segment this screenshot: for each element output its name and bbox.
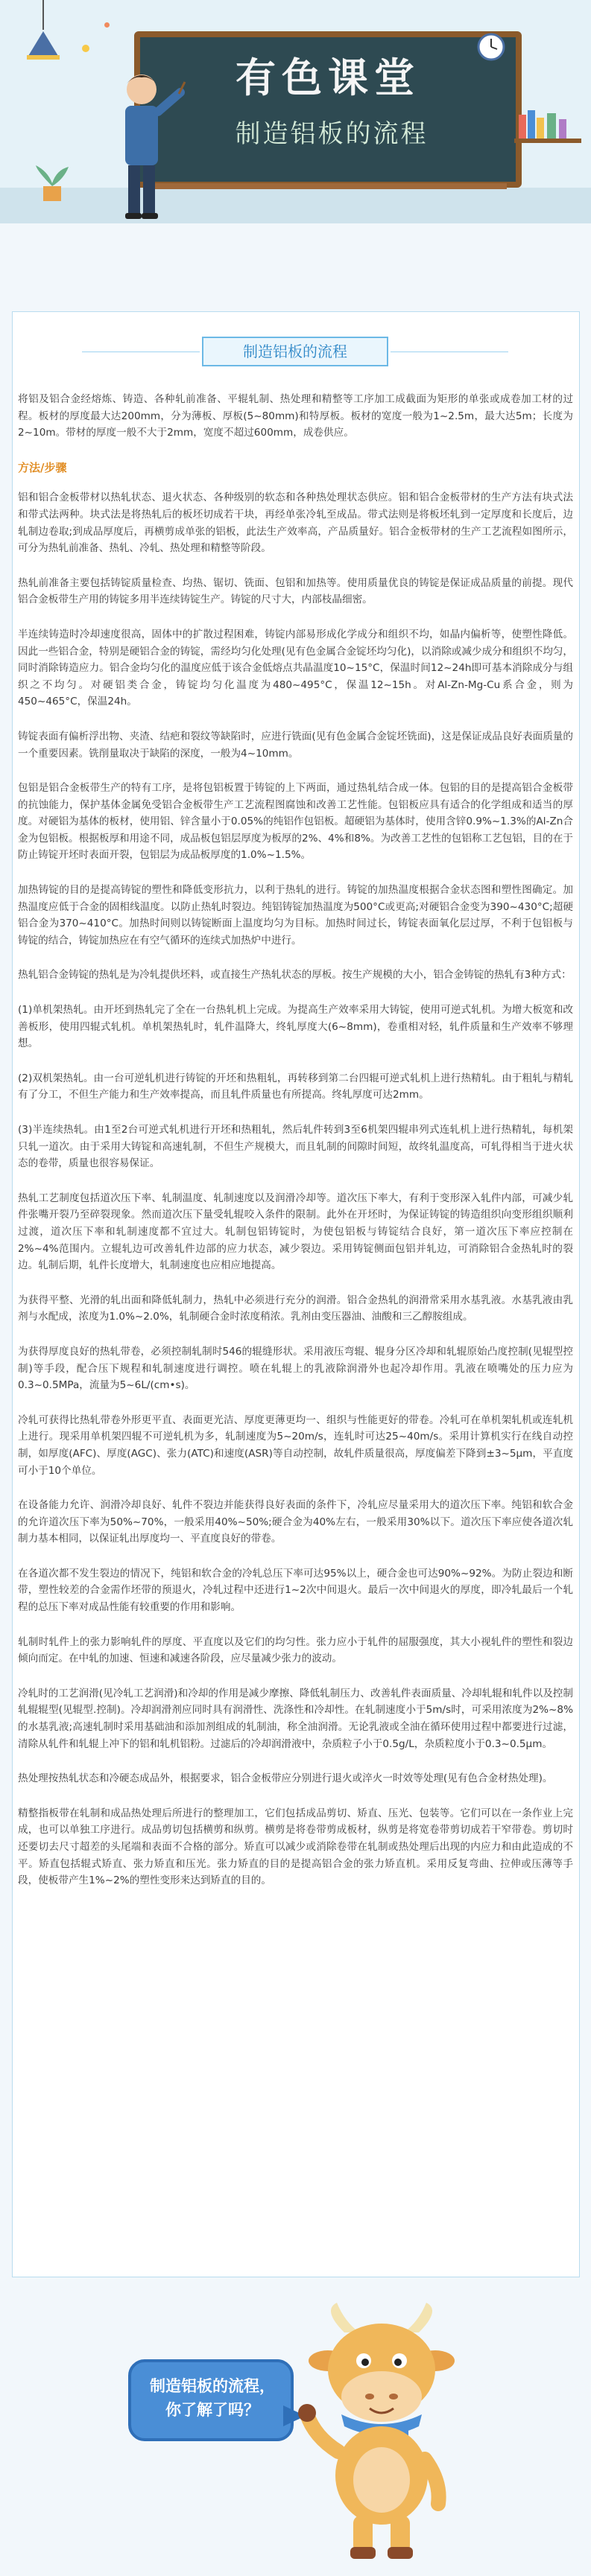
paragraph: 为获得厚度良好的热轧带卷，必须控制轧制时546的辊缝形状。采用液压弯辊、辊身分区冷却和轧辊原始凸度控制(见辊型控制)等手段，配合压下规程和轧制速度进行调控。喷在轧辊上的乳液除润滑外也起冷却作用。乳液在喷嘴处的压力应为0.3~0.5MPa，流量为5~6L/(cm•s)。 [18,1345,573,1392]
paragraph: 铝和铝合金板带材以热轧状态、退火状态、各种级别的软态和各种热处理状态供应。铝和铝合金板带材的生产方法有块式法和带式法两种。块式法是将热轧后的板坯切成若干块，再经单张冷轧至成品。带式法则是将板坯轧到一定厚度和长度后，边轧制边卷取;到成品厚度后，再横剪成单张的铝板，此法生产效率高，产品质量好。铝合金板带材的生产工艺流程如图所示，可分为热轧前准备、热轧、冷轧、热处理和精整等阶段。 [18,492,573,555]
pendant-lamp-icon [21,0,66,74]
decorative-dot [104,22,110,28]
banner-subtitle: 制造铝板的流程 [235,119,429,149]
paragraph: 热轧工艺制度包括道次压下率、轧制温度、轧制速度以及润滑冷却等。道次压下率大，有利于变形深入轧件内部，可减少轧件张嘴开裂乃至碎裂现象。然而道次压下量受轧辊咬入条件的限制。此外在开坯时，为保证铸锭的铸造组织向变形组织顺利过渡，道次压下率和轧制速度都不宜过大。轧制包铝铸锭时，为使包铝板与铸锭结合良好，第一道次压下率应控制在2%~4%范围内。立辊轧边可改善轧件边部的应力状态，减少裂边。采用铸锭侧面包铝并轧边，可消除铝合金热轧时的裂边。轧制后期，轧件长度增大，轧制速度也应相应地提高。 [18,1192,573,1272]
paragraph: 在设备能力允许、润滑冷却良好、轧件不裂边并能获得良好表面的条件下，冷轧应尽量采用大的道次压下率。纯铝和软合金的允许道次压下率为50%~70%，一般采用40%~50%;硬合金为40%左右，一般采用30%以下。道次压下率应使各道次轧制力基本相同，以保证轧出厚度均一、平直度良好的带卷。 [18,1499,573,1545]
paragraph: (2)双机架热轧。由一台可逆轧机进行铸锭的开坯和热粗轧，再转移到第二台四辊可逆式轧机上进行热精轧。由于粗轧与精轧有了分工，不但生产能力和生产效率提高，而且轧件质量也有所提高。终轧厚度可达2mm。 [18,1072,573,1101]
paragraph: 包铝是铝合金板带生产的特有工序，是将包铝板置于铸锭的上下两面，通过热轧结合成一体。包铝的目的是提高铝合金板带的抗蚀能力，保护基体金属免受铝合金板带生产工艺流程图腐蚀和改善工艺性能。包铝板应具有适合的化学组成和适当的厚度。对硬铝为基体的板材，使用铝、锌含量小于0.05%的纯铝作包铝板。超硬铝为基体时，使用含锌0.9%~1.3%的Al-Zn合金为包铝板。根据板厚和用途不同，成品板包铝层厚度为板厚的2%、4%和8%。为改善工艺性的包铝称工艺包铝，目的在于防止铸锭开坯时表面开裂，包铝层为成品板厚度的1.0%~1.5%。 [18,782,573,862]
paragraph: 轧制时轧件上的张力影响轧件的厚度、平直度以及它们的均匀性。张力应小于轧件的屈服强度，其大小视轧件的塑性和裂边倾向而定。在中轧的加速、恒速和减速各阶段，应尽量减少张力的波动。 [18,1635,573,1665]
chalk-tray [149,183,507,189]
header-banner [0,0,591,223]
article-body [18,391,573,1907]
bookshelf-icon [514,104,581,149]
decorative-dot [82,45,89,52]
paragraph: 冷轧时的工艺润滑(见冷轧工艺润滑)和冷却的作用是减少摩擦、降低轧制压力、改善轧件表面质量、冷却轧辊和轧件以及控制轧辊辊型(见辊型.控制)。冷却润滑剂应同时具有润滑性、洗涤性和冷却性。在轧制速度小于5m/s时，可采用浓度为2%~8%的水基乳液;高速轧制时采用基础油和添加剂组成的轧制油，称全油润滑。无论乳液或全油在循环使用过程中都要进行过滤，清除从轧件和轧辊上冲下的铝和轧机铝粉。过滤后的冷却润滑液中，杂质粒子小于0.5g/L，杂质粒度小于0.3~0.5μm。 [18,1687,573,1750]
section-title: 制造铝板的流程 [202,337,388,366]
intro-paragraph: 将铝及铝合金经熔炼、铸造、各种轧前准备、平辊轧制、热处理和精整等工序加工成截面为矩形的单张或成卷加工材的过程。板材的厚度最大达200mm，分为薄板、厚板(5~80mm)和特厚板。板材的宽度一般为1~2.5m，最大达5m；长度为2~10m。带材的厚度一般不大于2mm，宽度不超过600mm，成卷供应。 [18,393,573,439]
method-heading: 方法/步骤 [18,460,67,474]
teacher-icon [97,67,186,223]
paragraph: 加热铸锭的目的是提高铸锭的塑性和降低变形抗力，以利于热轧的进行。铸锭的加热温度根据合金状态图和塑性图确定。加热温度应低于合金的固相线温度。以防止热轧时裂边。纯铝铸锭加热温度为500°C或更高;对硬铝合金变为390~430°C;超硬铝合金为370~410°C。加热时间则以铸锭断面上温度均匀为目标。加热时间过长，铸锭表面氧化层过厚，不利于包铝板与铸锭的结合，铸锭加热应在有空气循环的连续式加热炉中进行。 [18,884,573,947]
paragraph: 精整指板带在轧制和成品热处理后所进行的整理加工，它们包括成品剪切、矫直、压光、包装等。它们可以在一条作业上完成，也可以单独工序进行。成品剪切包括横剪和纵剪。横剪是将卷带剪成板材，纵剪是将宽卷带剪切成若干窄带卷。剪切时还要切去尺寸超差的头尾端和表面不合格的部分。矫直可以减少或消除卷带在轧制或热处理后出现的内应力和由此造成的不平。矫直包括辊式矫直、张力矫直和压光。张力矫直的目的是提高铝合金的张力矫直机。采用反复弯曲、拉伸或压薄等手段，使板带产生1%~2%的塑性变形来达到矫直的目的。 [18,1807,573,1887]
paragraph: 为获得平整、光滑的轧出面和降低轧制力，热轧中必须进行充分的润滑。铝合金热轧的润滑常采用水基乳液。水基乳液由乳剂与水配成，浓度为1.0%~2.0%，轧制硬合金时浓度稍浓。乳剂由变压器油、油酸和三乙醇胺组成。 [18,1294,573,1323]
paragraph: (3)半连续热轧。由1至2台可逆式轧机进行开坯和热粗轧，然后轧件转到3至6机架四辊串列式连轧机上进行热精轧，每机架只轧一道次。由于采用大铸锭和高速轧制，不但生产规模大，而且轧制的间隙时间短，故终轧温度高，可轧得相当于进火状态的卷带，质量也很容易保证。 [18,1124,573,1170]
paragraph: 铸锭表面有偏析浮出物、夹渣、结疤和裂纹等缺陷时，应进行铣面(见有色金属合金锭坯铣面)，这是保证成品良好表面质量的一个重要因素。铣削量取决于缺陷的深度，一般为4~10mm。 [18,730,573,760]
mascot-footer [0,2294,591,2576]
speech-bubble-text [142,2374,283,2422]
paragraph: 热轧前准备主要包括铸锭质量检查、均热、锯切、铣面、包铝和加热等。使用质量优良的铸锭是保证成品质量的前提。现代铝合金板带生产用的铸锭多用半连续铸锭生产。铸锭的尺寸大，内部枝晶细密。 [18,576,573,606]
bubble-line-1: 制造铝板的流程， [150,2377,275,2395]
bubble-line-2: 你了解了吗？ [165,2401,259,2419]
cow-mascot-icon [292,2303,471,2563]
paragraph: (1)单机架热轧。由开坯到热轧完了全在一台热轧机上完成。为提高生产效率采用大铸锭，使用可逆式轧机。为增大板宽和改善板形，使用四辊式轧机。单机架热轧时，轧件温降大，终轧厚度大(6~8mm)，卷重相对轻，轧件质量和生产效率不够理想。 [18,1004,573,1050]
banner-title: 有色课堂 [236,54,420,101]
paragraph: 热处理按热轧状态和冷硬态成品外，根据要求，铝合金板带应分别进行退火或淬火一时效等处理(见有色合金材热处理)。 [18,1772,553,1785]
clock-icon [477,33,505,61]
paragraph: 半连续铸造时冷却速度很高，固体中的扩散过程困难，铸锭内部易形成化学成分和组织不均，如晶内偏析等，使塑性降低。因此一些铝合金，特别是硬铝合金的铸锭，需经均匀化处理(见有色金属合金锭坯均匀化)，以消除或减少成分和组织不均匀，同时消除铸造应力。铝合金均匀化的温度应低于该合金低熔点共晶温度10~15°C，保温时间12~24h即可基本消除成分与组织之不均匀。对硬铝类合金，铸锭均匀化温度为480~495°C，保温12~15h。对Al-Zn-Mg-Cu系合金，则为450~465°C，保温24h。 [18,628,573,708]
banner-floor [0,188,591,223]
paragraph: 热轧铝合金铸锭的热轧是为冷轧提供坯料，或直接生产热轧状态的厚板。按生产规模的大小，铝合金铸锭的热轧有3种方式： [18,969,572,982]
paragraph: 在各道次都不发生裂边的情况下，纯铝和软合金的冷轧总压下率可达95%以上，硬合金也可达90%~92%。为防止裂边和断带，塑性较差的合金需作坯带的预退火，冷轧过程中还进行1~2次中间退火。最后一次中间退火的厚度，即冷轧最后一个轧程的总压下率对成品性能有较重要的作用和影响。 [18,1567,573,1614]
paragraph: 冷轧可获得比热轧带卷外形更平直、表面更光洁、厚度更薄更均一、组织与性能更好的带卷。冷轧可在单机架轧机或连轧机上进行。现采用单机架四辊不可逆轧机为多，轧制速度为5~20m/s，连轧时可达25~40m/s。采用计算机实行在线自动控制，如厚度(AFC)、厚度(AGC)、张力(ATC)和速度(ASR)等自动控制，故轧件质量很高，厚度偏差下降到±3~5μm，平直度可小于10个单位。 [18,1413,573,1477]
plant-icon [30,164,75,201]
section-title-row [0,337,591,369]
